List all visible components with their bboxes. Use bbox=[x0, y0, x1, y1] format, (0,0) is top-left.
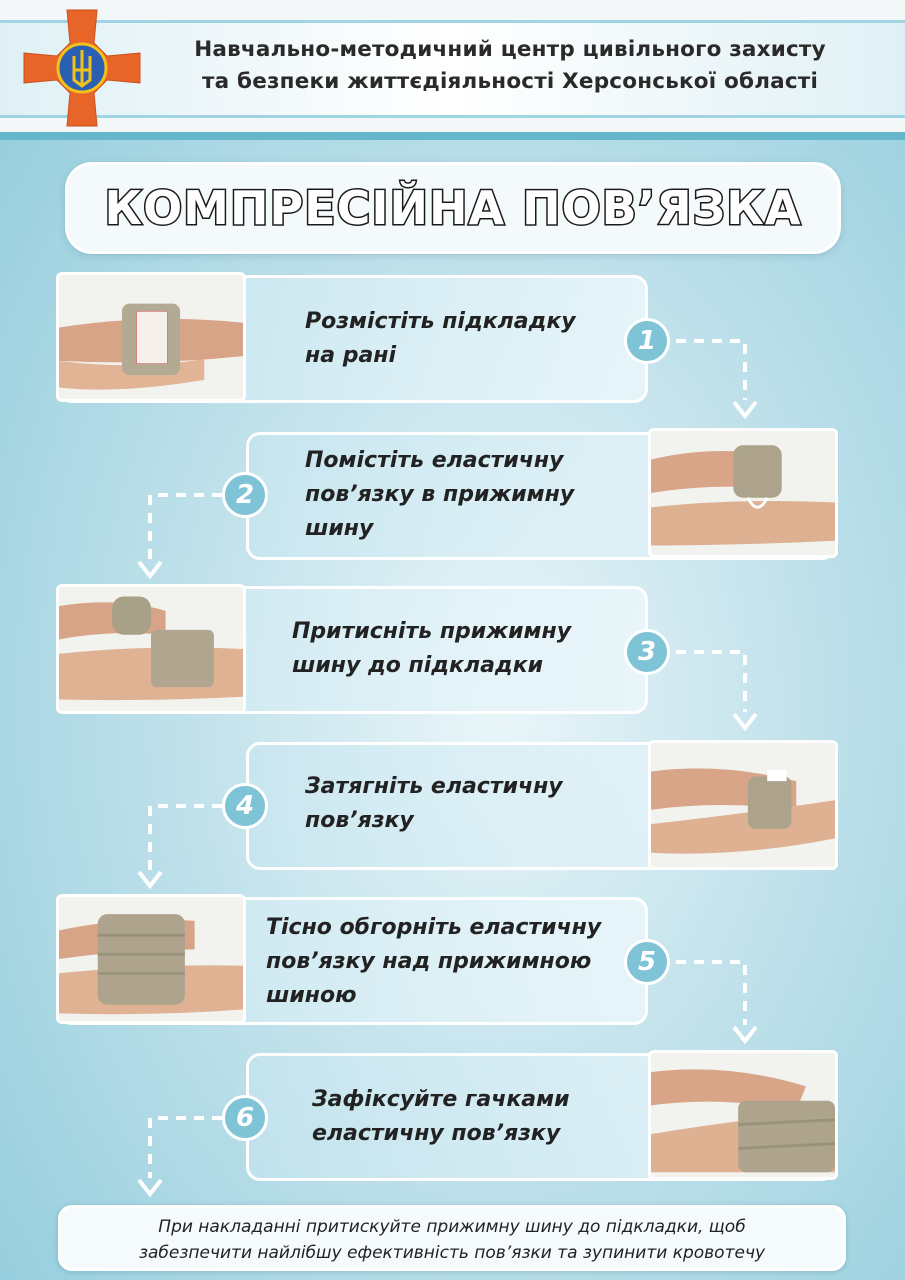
arrow-head-3 bbox=[734, 714, 756, 728]
organization-name bbox=[150, 34, 870, 98]
org-name-line-2: та безпеки життєдіяльності Херсонської області bbox=[201, 69, 819, 94]
step-number-6: 6 bbox=[222, 1095, 268, 1141]
step-number-1: 1 bbox=[624, 318, 670, 364]
step-photo-3 bbox=[56, 584, 246, 714]
arrow-head-5 bbox=[734, 1027, 756, 1041]
footer-note bbox=[58, 1205, 846, 1271]
arrow-head-1 bbox=[734, 402, 756, 416]
footer-text: При накладанні притискуйте прижимну шину до підкладки, щоб забезпечити найлібшу ефективність пов’язки та зупинити кровотечу bbox=[138, 1217, 766, 1263]
step-photo-6 bbox=[648, 1050, 838, 1180]
step-number-2: 2 bbox=[222, 472, 268, 518]
civil-protection-emblem-icon bbox=[22, 8, 142, 128]
arrow-head-4 bbox=[139, 872, 161, 886]
step-text-3: Притисніть прижимну шину до підкладки bbox=[292, 619, 572, 678]
arrow-head-6 bbox=[139, 1180, 161, 1194]
step-number-5: 5 bbox=[624, 939, 670, 985]
step-text-1: Розмістіть підкладку на рані bbox=[305, 309, 576, 368]
step-photo-2 bbox=[648, 428, 838, 558]
step-photo-5 bbox=[56, 894, 246, 1024]
step-photo-1 bbox=[56, 272, 246, 402]
arrow-head-2 bbox=[139, 562, 161, 576]
page-title: КОМПРЕСІЙНА ПОВ’ЯЗКА bbox=[104, 181, 802, 235]
header bbox=[0, 0, 905, 140]
org-name-line-1: Навчально-методичний центр цивільного захисту bbox=[194, 37, 826, 62]
step-number-4: 4 bbox=[222, 783, 268, 829]
step-photo-4 bbox=[648, 740, 838, 870]
step-text-4: Затягніть еластичну пов’язку bbox=[305, 774, 563, 833]
step-number-3: 3 bbox=[624, 629, 670, 675]
step-text-5: Тісно обгорніть еластичну пов’язку над прижимною шиною bbox=[266, 915, 602, 1008]
step-text-6: Зафіксуйте гачками еластичну пов’язку bbox=[312, 1087, 570, 1146]
title-box bbox=[68, 165, 838, 251]
step-text-2: Помістіть еластичну пов’язку в прижимну шину bbox=[305, 448, 575, 541]
